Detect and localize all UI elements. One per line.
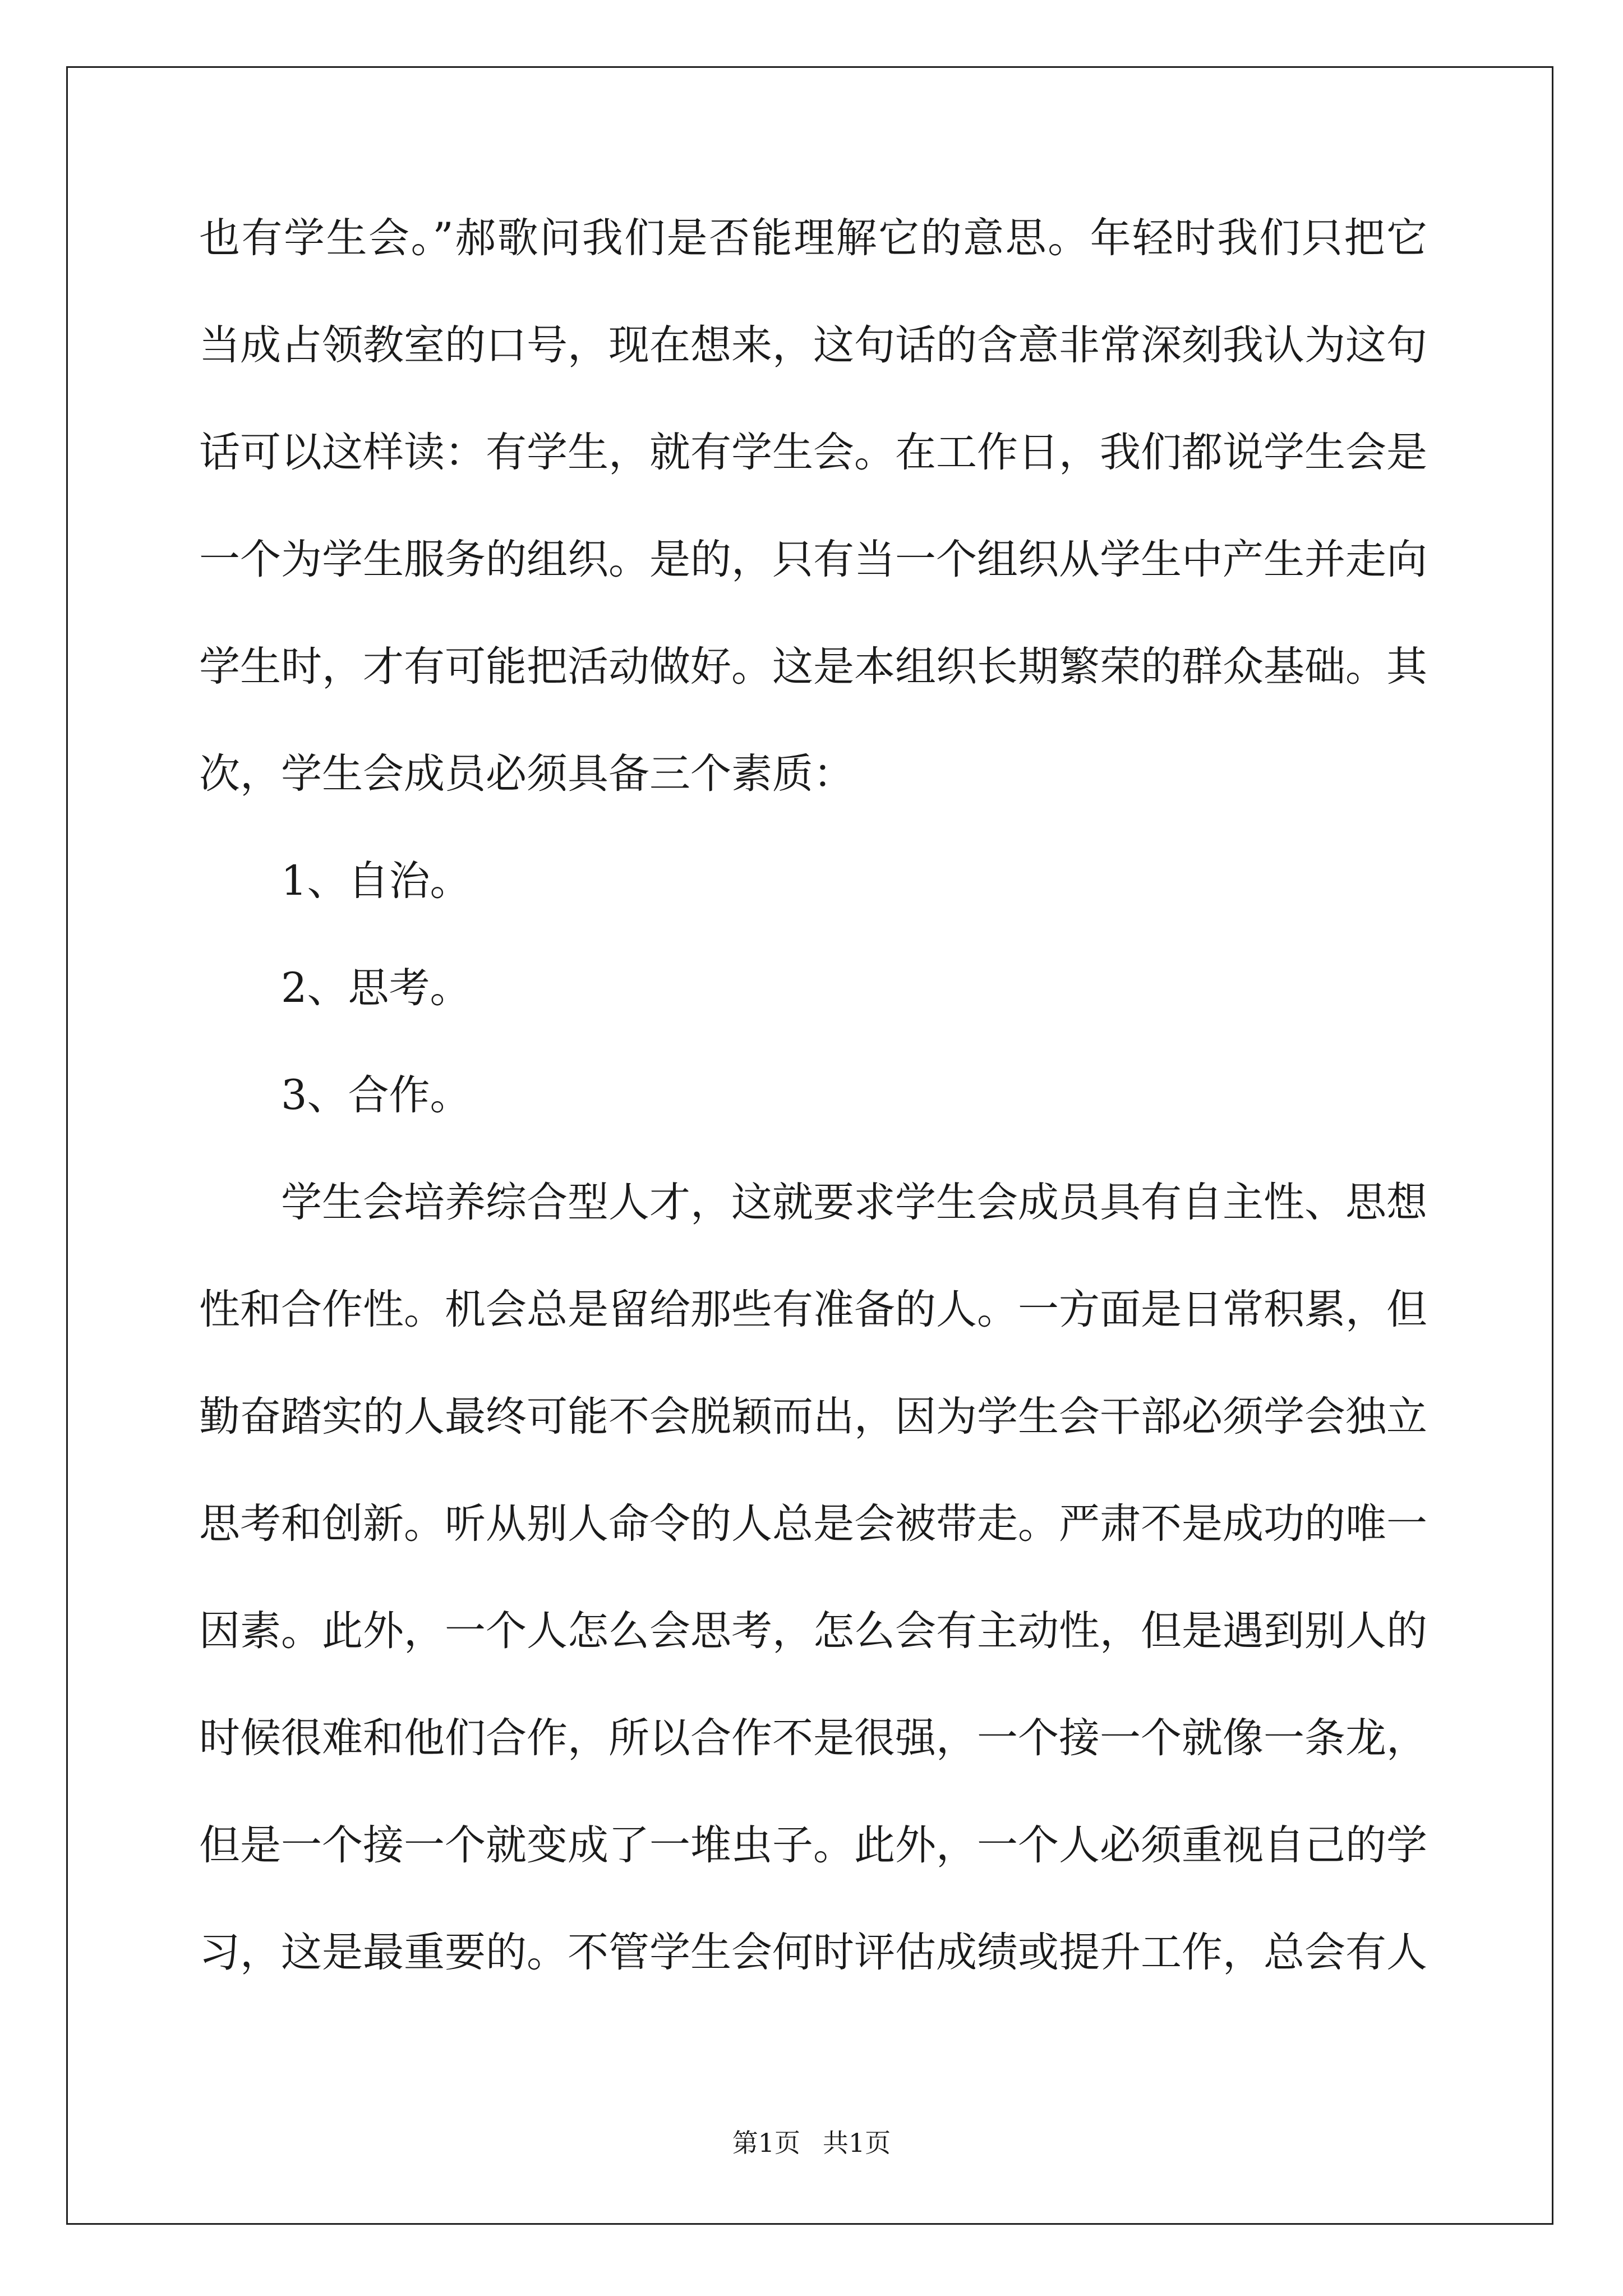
text-line: 也有学生会。”郝歌问我们是否能理解它的意思。年轻时我们只把它 (199, 214, 1427, 262)
text-line: 因素。此外，一个人怎么会思考，怎么会有主动性，但是遇到别人的 (199, 1607, 1427, 1655)
text-line: 学生时，才有可能把活动做好。这是本组织长期繁荣的群众基础。其 (199, 643, 1427, 691)
page-number: 第1页 (732, 2128, 800, 2158)
list-item: 3、合作。 (281, 1071, 471, 1119)
document-body (199, 214, 1427, 2039)
list-item: 1、自治。 (281, 857, 471, 905)
text-line: 次，学生会成员必须具备三个素质： (199, 750, 854, 798)
text-line: 一个为学生服务的组织。是的，只有当一个组织从学生中产生并走向 (199, 536, 1427, 583)
text-line: 性和合作性。机会总是留给那些有准备的人。一方面是日常积累，但 (199, 1286, 1427, 1333)
paragraph-first-line: 学生会培养综合型人才，这就要求学生会成员具有自主性、思想 (281, 1179, 1427, 1226)
text-line: 勤奋踏实的人最终可能不会脱颖而出，因为学生会干部必须学会独立 (199, 1393, 1427, 1441)
page-footer (0, 2130, 1623, 2156)
text-line: 当成占领教室的口号，现在想来，这句话的含意非常深刻我认为这句 (199, 321, 1427, 369)
text-line: 习，这是最重要的。不管学生会何时评估成绩或提升工作，总会有人 (199, 1929, 1427, 1976)
text-line: 时候很难和他们合作，所以合作不是很强，一个接一个就像一条龙， (199, 1714, 1427, 1762)
text-line: 话可以这样读：有学生，就有学生会。在工作日，我们都说学生会是 (199, 429, 1427, 476)
page-total: 共1页 (823, 2128, 891, 2158)
text-line: 但是一个接一个就变成了一堆虫子。此外，一个人必须重视自己的学 (199, 1821, 1427, 1869)
text-line: 思考和创新。听从别人命令的人总是会被带走。严肃不是成功的唯一 (199, 1500, 1427, 1548)
list-item: 2、思考。 (281, 964, 471, 1012)
